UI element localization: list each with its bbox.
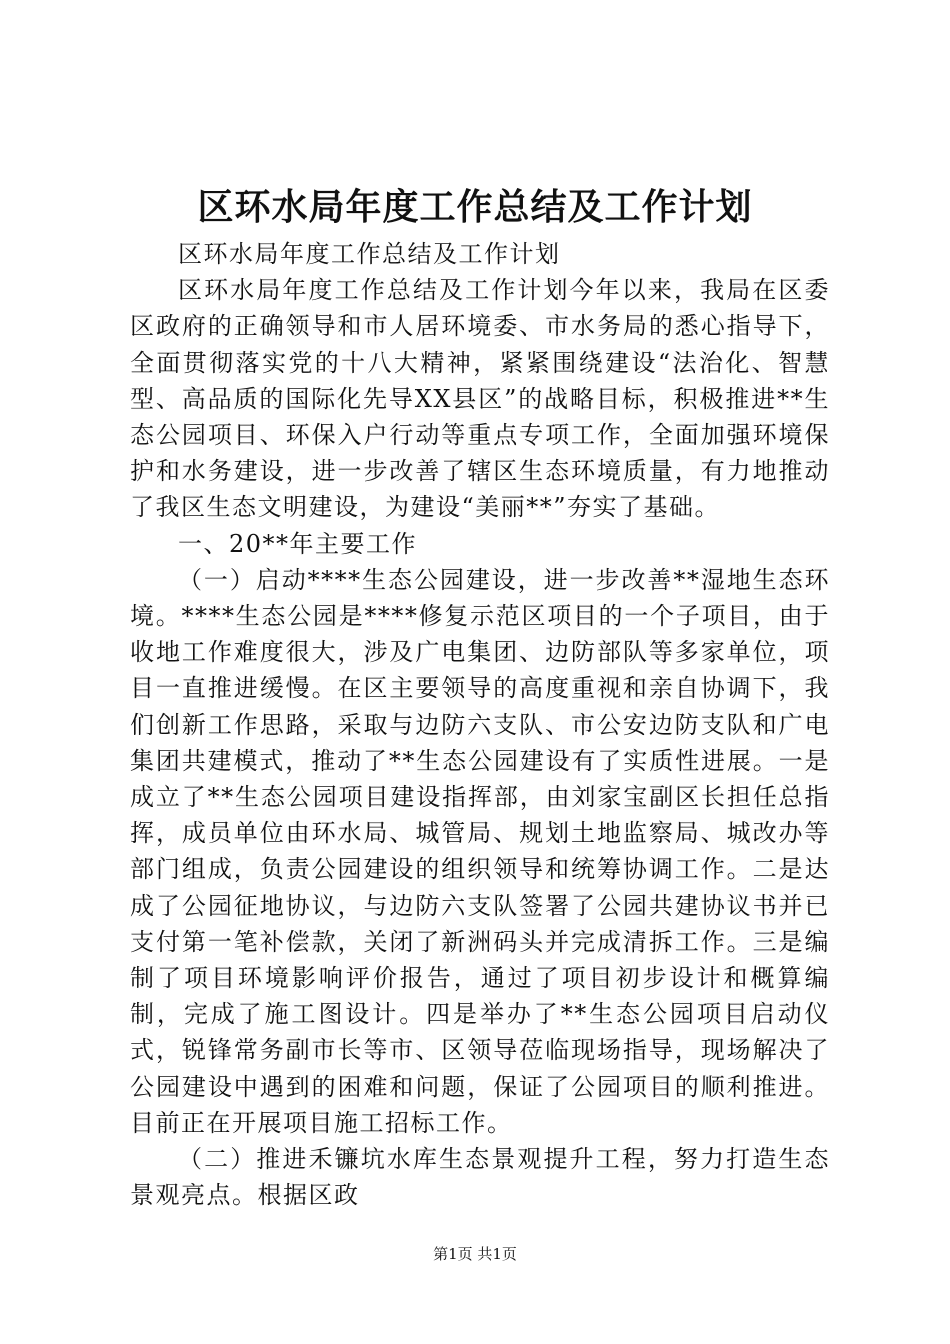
body-paragraph: （一）启动****生态公园建设，进一步改善**湿地生态环境。****生态公园是****修复示范区项目的一个子项目，由于收地工作难度很大，涉及广电集团、边防部队等多家单位，项目一直推进缓慢。在区主要领导的高度重视和亲自协调下，我们创新工作思路，采取与边防六支队、市公安边防支队和广电集团共建模式，推动了**生态公园建设有了实质性进展。一是成立了**生态公园项目建设指挥部，由刘家宝副区长担任总指挥，成员单位由环水局、城管局、规划土地监察局、城改办等部门组成，负责公园建设的组织领导和统筹协调工作。二是达成了公园征地协议，与边防六支队签署了公园共建协议书并已支付第一笔补偿款，关闭了新洲码头并完成清拆工作。三是编制了项目环境影响评价报告，通过了项目初步设计和概算编制，完成了施工图设计。四是举办了**生态公园项目启动仪式，锐锋常务副市长等市、区领导莅临现场指导，现场解决了公园建设中遇到的困难和问题，保证了公园项目的顺利推进。目前正在开展项目施工招标工作。 [130,565,830,1137]
section-heading: 一、20**年主要工作 [178,529,418,558]
page-footer: 第1页 共1页 [433,1245,517,1263]
document-body [130,236,830,1213]
document-title: 区环水局年度工作总结及工作计划 [197,187,753,228]
intro-paragraph: 区环水局年度工作总结及工作计划今年以来，我局在区委区政府的正确领导和市人居环境委、市水务局的悉心指导下，全面贯彻落实党的十八大精神，紧紧围绕建设“法治化、智慧型、高品质的国际化先导XX县区”的战略目标，积极推进**生态公园项目、环保入户行动等重点专项工作，全面加强环境保护和水务建设，进一步改善了辖区生态环境质量，有力地推动了我区生态文明建设，为建设“美丽**”夯实了基础。 [130,276,830,522]
subtitle-paragraph: 区环水局年度工作总结及工作计划 [178,240,561,268]
body-paragraph: （二）推进禾镰坑水库生态景观提升工程，努力打造生态景观亮点。根据区政 [130,1145,830,1210]
